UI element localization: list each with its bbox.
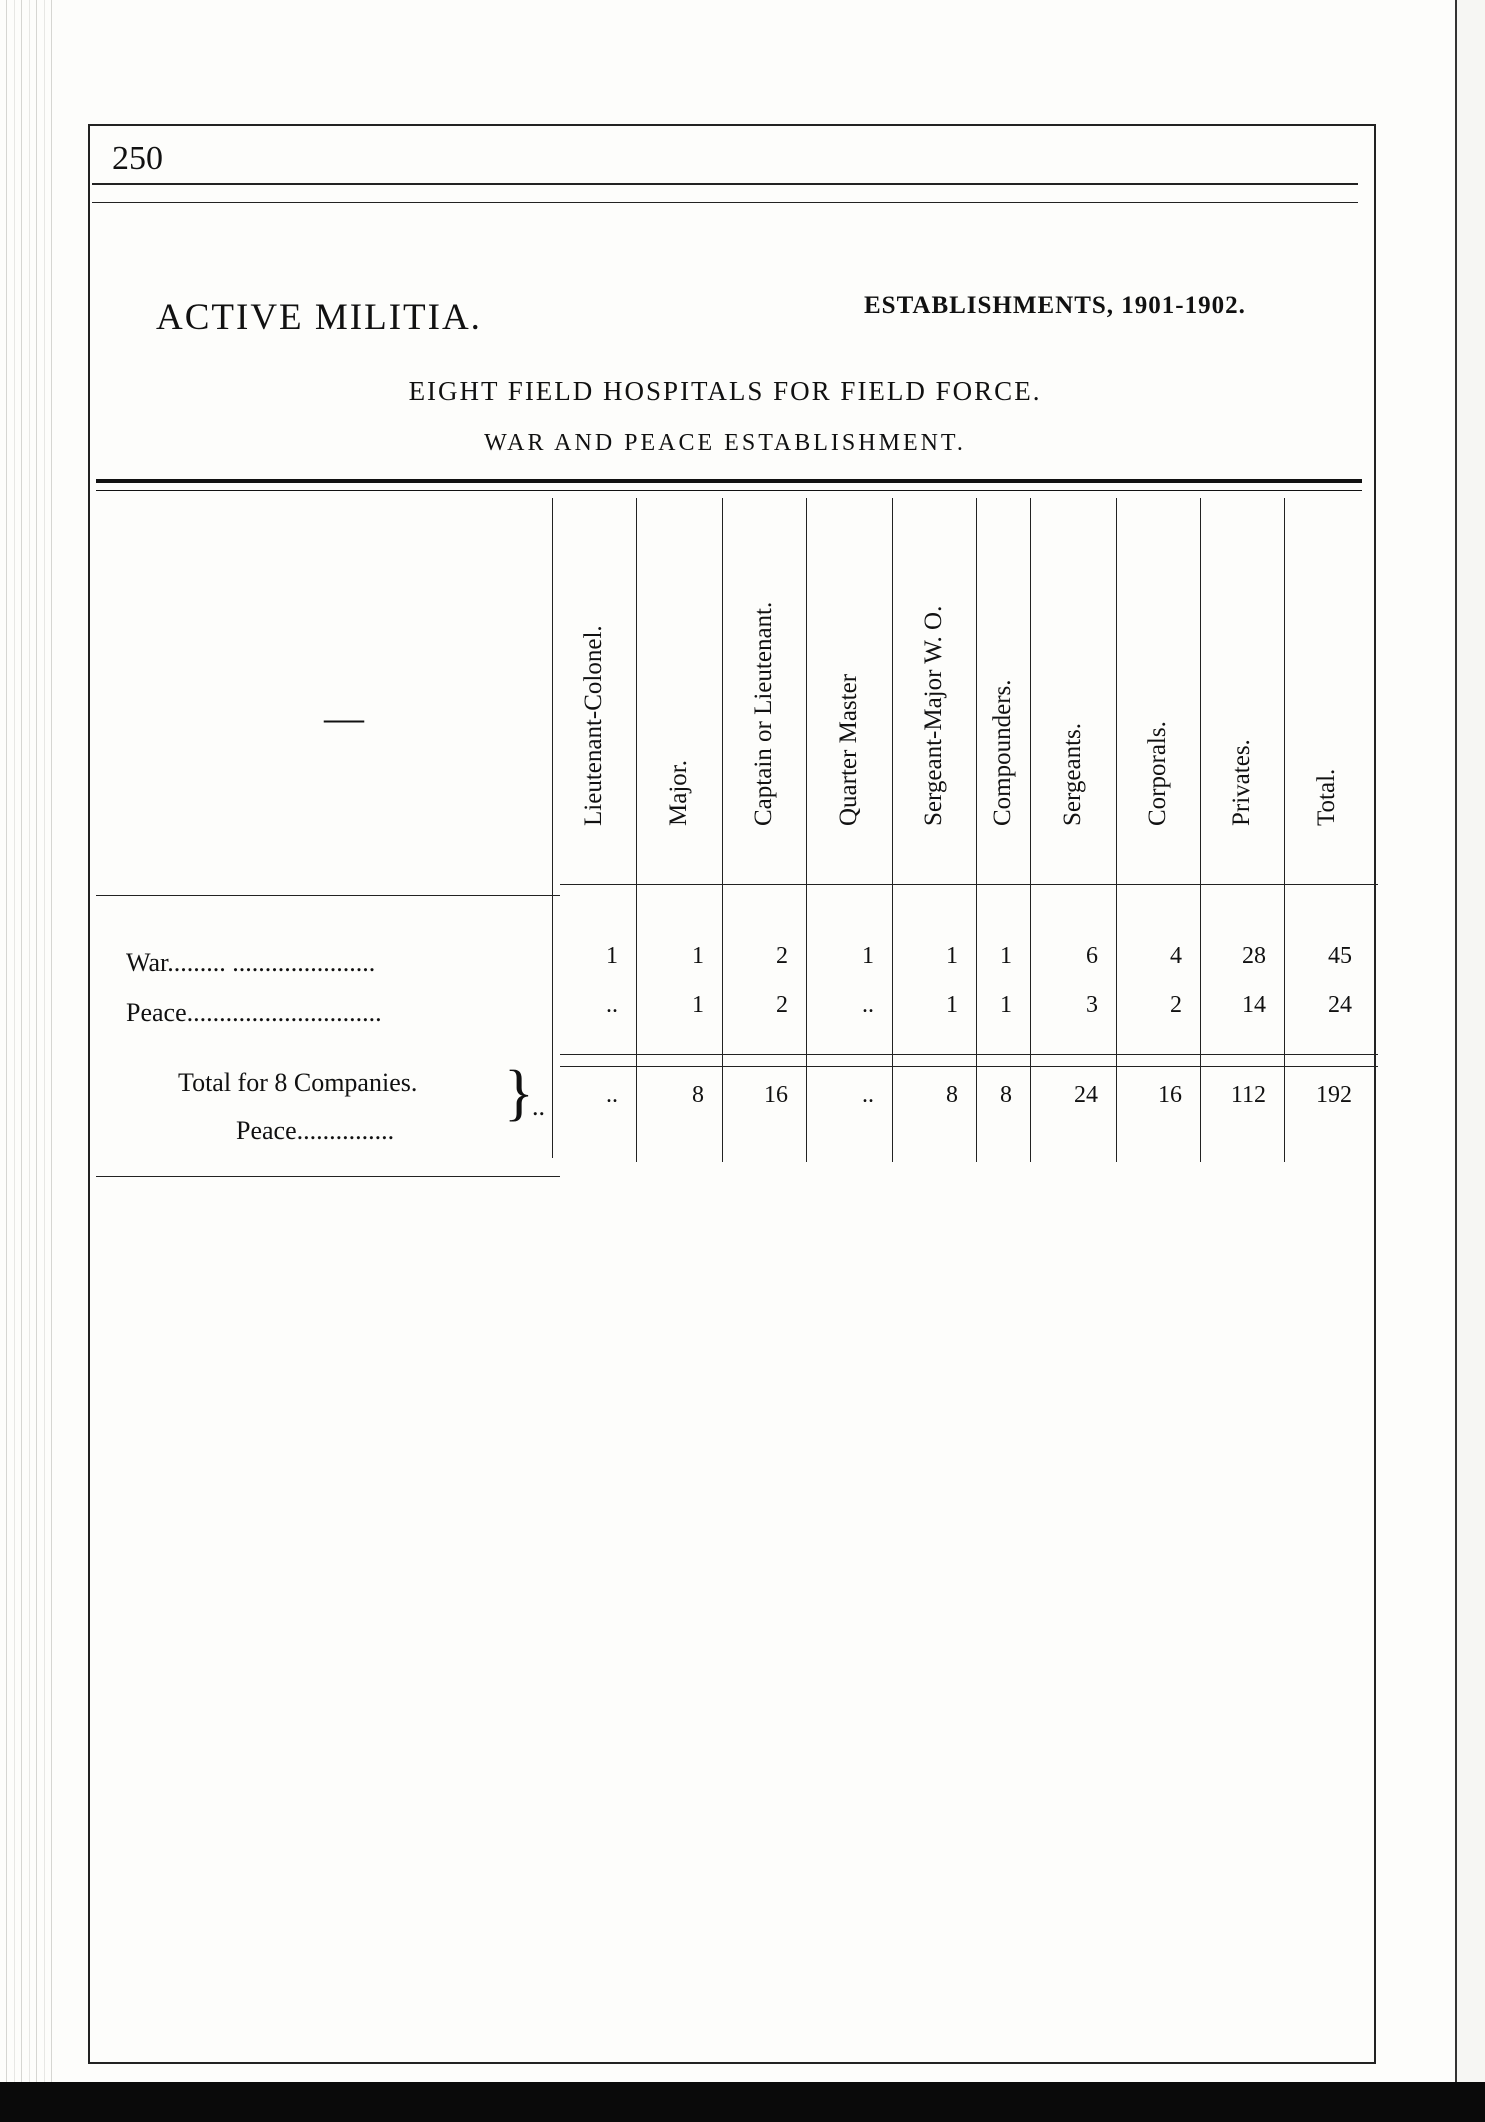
cell-total-sergeant-major-wo: 8 [946, 1082, 958, 1108]
book-spine-edge [0, 0, 52, 2122]
cell-peace-lieutenant-colonel: .. [606, 992, 618, 1018]
cell-war-total: 45 [1328, 943, 1352, 969]
cell-peace-privates: 14 [1242, 992, 1266, 1018]
cell-total-sergeants: 24 [1074, 1082, 1098, 1108]
column-header-total [1284, 498, 1370, 860]
page-number: 250 [112, 140, 163, 177]
column-header-compounders [976, 498, 1030, 860]
cell-peace-sergeants: 3 [1086, 992, 1098, 1018]
column-header-quarter-master [806, 498, 892, 860]
scan-bottom-border [0, 2082, 1485, 2122]
cell-peace-total: 24 [1328, 992, 1352, 1018]
cell-war-quarter-master: 1 [862, 943, 874, 969]
cell-war-corporals: 4 [1170, 943, 1182, 969]
establishment-table [96, 498, 1388, 1178]
column-header-label: Corporals. [1144, 721, 1171, 826]
column-header-label: Lieutenant-Colonel. [580, 625, 607, 826]
total-label-line1: Total for 8 Companies. [178, 1068, 418, 1097]
table-corner-dash: — [324, 695, 364, 740]
column-header-label: Major. [665, 760, 692, 826]
column-header-captain-or-lieutenant [722, 498, 806, 860]
cell-war-captain-or-lieutenant: 2 [776, 943, 788, 969]
table-top-rule [96, 479, 1362, 483]
cell-war-major: 1 [692, 943, 704, 969]
column-header-sergeant-major-wo [892, 498, 976, 860]
row-label-war: War......... ...................... [126, 948, 376, 977]
column-header-label: Sergeant-Major W. O. [920, 605, 947, 826]
cell-war-lieutenant-colonel: 1 [606, 943, 618, 969]
cell-peace-major: 1 [692, 992, 704, 1018]
column-header-label: Privates. [1228, 739, 1255, 826]
cell-peace-corporals: 2 [1170, 992, 1182, 1018]
page-right-edge [1455, 0, 1485, 2122]
column-header-label: Quarter Master [835, 673, 862, 826]
column-header-label: Captain or Lieutenant. [750, 601, 777, 826]
header-rule-secondary [92, 202, 1358, 203]
cell-war-compounders: 1 [1000, 943, 1012, 969]
rows-bottom-rule [560, 1054, 1378, 1055]
column-header-lieutenant-colonel [552, 498, 636, 860]
cell-total-major: 8 [692, 1082, 704, 1108]
total-brace: } [504, 1059, 534, 1127]
row-label-peace: Peace.............................. [126, 998, 382, 1027]
cell-total-privates: 112 [1230, 1082, 1266, 1108]
cell-war-privates: 28 [1242, 943, 1266, 969]
cell-total-captain-or-lieutenant: 16 [764, 1082, 788, 1108]
total-top-rule [560, 1066, 1378, 1067]
subtitle: EIGHT FIELD HOSPITALS FOR FIELD FORCE. [408, 376, 1042, 406]
table-bottom-rule [96, 1176, 560, 1177]
cell-war-sergeant-major-wo: 1 [946, 943, 958, 969]
column-header-major [636, 498, 722, 860]
heading-right: ESTABLISHMENTS, 1901-1902. [864, 292, 1246, 319]
header-bottom-rule [96, 895, 560, 896]
cell-peace-quarter-master: .. [862, 992, 874, 1018]
header-bottom-rule-cols [560, 884, 1378, 885]
column-header-corporals [1116, 498, 1200, 860]
cell-total-compounders: 8 [1000, 1082, 1012, 1108]
header-rule [92, 183, 1358, 185]
cell-peace-captain-or-lieutenant: 2 [776, 992, 788, 1018]
column-header-label: Total. [1313, 768, 1340, 826]
cell-total-total: 192 [1316, 1082, 1352, 1108]
total-label-line2: Peace............... [236, 1116, 395, 1145]
cell-total-lieutenant-colonel: .. [606, 1082, 618, 1108]
total-lead-dots: .. [532, 1092, 545, 1121]
cell-total-corporals: 16 [1158, 1082, 1182, 1108]
table-top-rule-thin [96, 490, 1362, 491]
cell-peace-sergeant-major-wo: 1 [946, 992, 958, 1018]
subsubtitle: WAR AND PEACE ESTABLISHMENT. [484, 430, 966, 456]
heading-left: ACTIVE MILITIA. [156, 297, 482, 338]
column-header-sergeants [1030, 498, 1116, 860]
cell-peace-compounders: 1 [1000, 992, 1012, 1018]
column-header-label: Sergeants. [1059, 723, 1086, 826]
column-header-label: Compounders. [989, 679, 1016, 826]
cell-total-quarter-master: .. [862, 1082, 874, 1108]
cell-war-sergeants: 6 [1086, 943, 1098, 969]
column-header-privates [1200, 498, 1284, 860]
